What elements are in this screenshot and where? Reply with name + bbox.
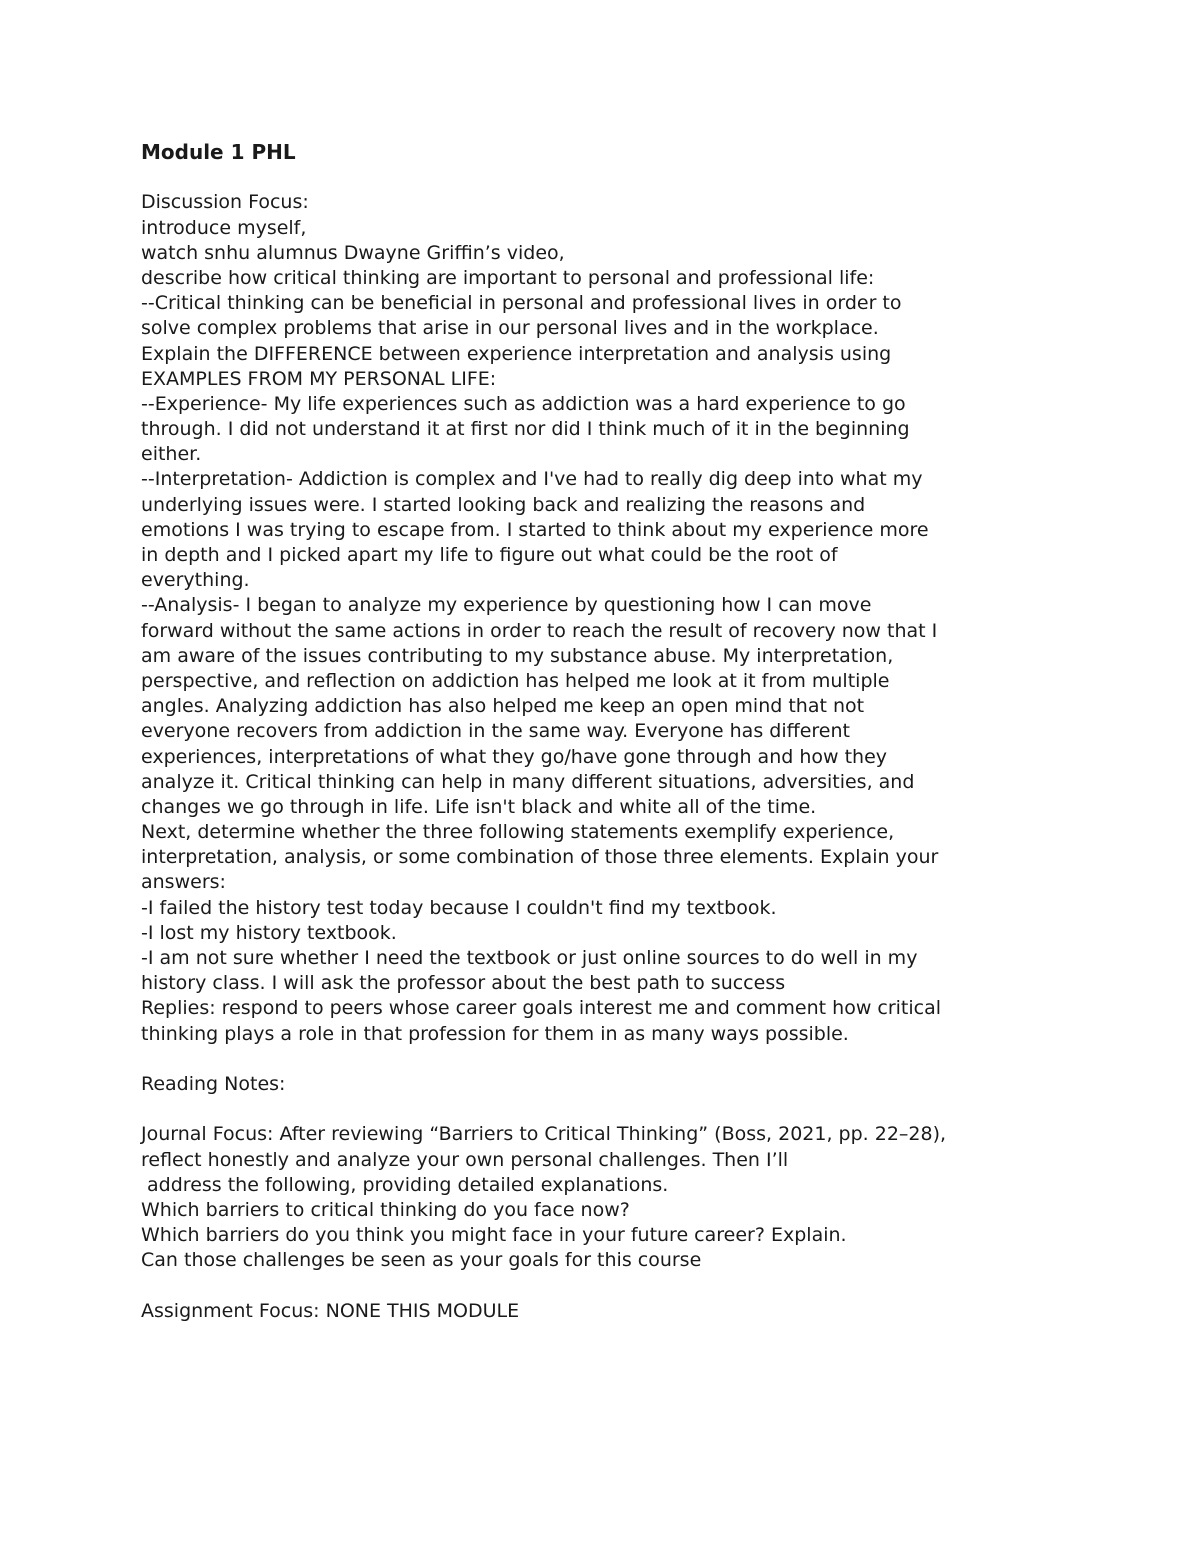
discussion-line: Explain the DIFFERENCE between experience interpretation and analysis using — [141, 342, 892, 365]
journal-line: address the following, providing detailed explanations. — [141, 1173, 669, 1196]
discussion-line: underlying issues were. I started looking back and realizing the reasons and — [141, 493, 866, 516]
discussion-line: emotions I was trying to escape from. I started to think about my experience more — [141, 518, 929, 541]
discussion-line: perspective, and reflection on addiction has helped me look at it from multiple — [141, 669, 890, 692]
spacer — [141, 1097, 1071, 1122]
discussion-line: answers: — [141, 871, 226, 894]
discussion-line: interpretation, analysis, or some combination of those three elements. Explain your — [141, 846, 939, 869]
discussion-line: am aware of the issues contributing to my substance abuse. My interpretation, — [141, 644, 894, 667]
discussion-line: through. I did not understand it at first nor did I think much of it in the beginning — [141, 418, 910, 441]
journal-section — [141, 1122, 1071, 1273]
spacer — [141, 1273, 1071, 1298]
discussion-line: -I failed the history test today because I couldn't find my textbook. — [141, 896, 777, 919]
discussion-line: -I lost my history textbook. — [141, 921, 397, 944]
discussion-line: thinking plays a role in that profession for them in as many ways possible. — [141, 1022, 849, 1045]
journal-line: Can those challenges be seen as your goals for this course — [141, 1249, 702, 1272]
discussion-line: --Critical thinking can be beneficial in personal and professional lives in order to — [141, 292, 902, 315]
discussion-line: introduce myself, — [141, 216, 307, 239]
document-title: Module 1 PHL — [141, 140, 296, 164]
discussion-line: everyone recovers from addiction in the same way. Everyone has different — [141, 720, 850, 743]
discussion-line: everything. — [141, 569, 250, 592]
spacer — [141, 165, 1071, 190]
discussion-line: history class. I will ask the professor about the best path to success — [141, 972, 786, 995]
spacer — [141, 1047, 1071, 1072]
discussion-line: describe how critical thinking are important to personal and professional life: — [141, 266, 875, 289]
discussion-line: forward without the same actions in order to reach the result of recovery now that I — [141, 619, 938, 642]
discussion-line: either. — [141, 443, 202, 466]
discussion-section — [141, 190, 1071, 1046]
discussion-line: analyze it. Critical thinking can help in many different situations, adversities, and — [141, 770, 915, 793]
reading-notes-heading: Reading Notes: — [141, 1072, 286, 1095]
discussion-line: in depth and I picked apart my life to figure out what could be the root of — [141, 544, 838, 566]
journal-line: Journal Focus: After reviewing “Barriers to Critical Thinking” (Boss, 2021, pp. 22–28), — [141, 1123, 947, 1146]
discussion-line: --Analysis- I began to analyze my experience by questioning how I can move — [141, 594, 872, 617]
discussion-line: watch snhu alumnus Dwayne Griffin’s video, — [141, 241, 565, 264]
discussion-line: Replies: respond to peers whose career goals interest me and comment how critical — [141, 997, 942, 1020]
discussion-line: -I am not sure whether I need the textbook or just online sources to do well in my — [141, 947, 918, 969]
discussion-line: changes we go through in life. Life isn't black and white all of the time. — [141, 795, 817, 818]
journal-line: Which barriers to critical thinking do you face now? — [141, 1198, 630, 1221]
discussion-line: --Experience- My life experiences such as addiction was a hard experience to go — [141, 392, 906, 415]
assignment-focus: Assignment Focus: NONE THIS MODULE — [141, 1299, 520, 1322]
discussion-line: --Interpretation- Addiction is complex and I've had to really dig deep into what my — [141, 468, 923, 491]
discussion-line: solve complex problems that arise in our personal lives and in the workplace. — [141, 317, 879, 340]
discussion-line: EXAMPLES FROM MY PERSONAL LIFE: — [141, 367, 497, 390]
journal-line: Which barriers do you think you might face in your future career? Explain. — [141, 1224, 847, 1247]
discussion-line: experiences, interpretations of what they go/have gone through and how they — [141, 745, 888, 768]
discussion-line: Next, determine whether the three following statements exemplify experience, — [141, 821, 895, 844]
journal-line: reflect honestly and analyze your own personal challenges. Then I’ll — [141, 1148, 789, 1171]
discussion-line: angles. Analyzing addiction has also helped me keep an open mind that not — [141, 695, 865, 718]
document-body — [141, 140, 1071, 1324]
discussion-line: Discussion Focus: — [141, 191, 309, 214]
